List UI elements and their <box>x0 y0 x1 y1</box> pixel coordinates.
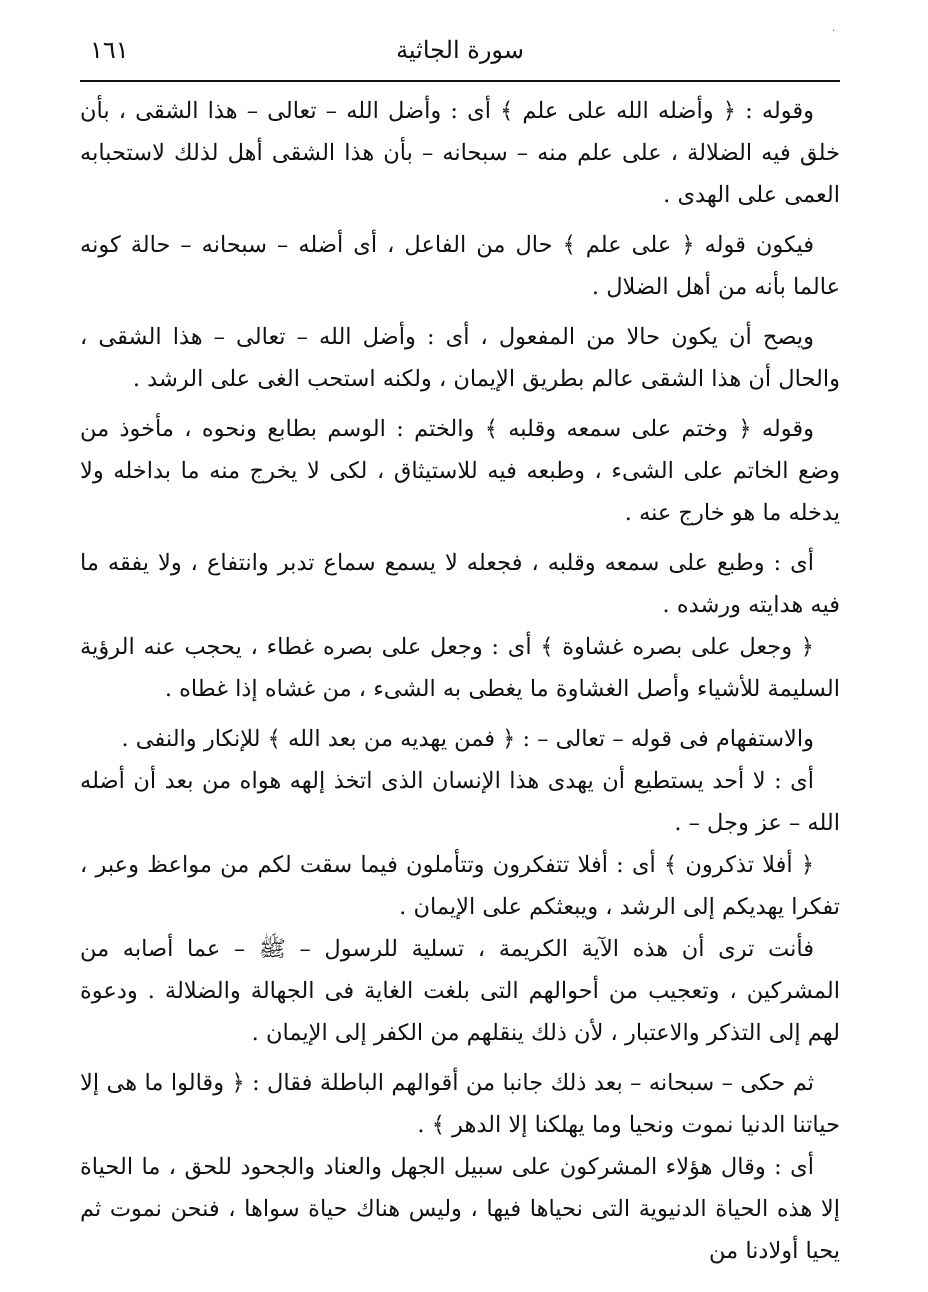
paragraph: وقوله : ﴿ وأضله الله على علم ﴾ أى : وأضل الله – تعالى – هذا الشقى ، بأن خلق فيه الضلالة ، على علم منه – سبحانه – بأن هذا الشقى أهل لذلك لاستحبابه العمى على الهدى . <box>80 98 840 208</box>
paragraph: أى : وطبع على سمعه وقلبه ، فجعله لا يسمع سماع تدبر وانتفاع ، ولا يفقه ما فيه هدايته ورشده . <box>80 550 840 618</box>
paragraph: ويصح أن يكون حالا من المفعول ، أى : وأضل الله – تعالى – هذا الشقى ، والحال أن هذا الشقى عالم بطريق الإيمان ، ولكنه استحب الغى على الرشد . <box>80 324 840 392</box>
paragraph: والاستفهام فى قوله – تعالى – : ﴿ فمن يهديه من بعد الله ﴾ للإنكار والنفى . <box>121 726 814 752</box>
paragraph: فأنت ترى أن هذه الآية الكريمة ، تسلية للرسول – ﷺ – عما أصابه من المشركين ، وتعجيب من أحوالهم التى بلغت الغاية فى الجهالة والضلالة . ودعوة لهم إلى التذكر والاعتبار ، لأن ذلك ينقلهم من الكفر إلى الإيمان . <box>80 936 840 1046</box>
body-text <box>80 90 840 1272</box>
paragraph: أى : وقال هؤلاء المشركون على سبيل الجهل والعناد والجحود للحق ، ما الحياة إلا هذه الحياة الدنيوية التى نحياها فيها ، وليس هناك حياة سواها ، فنحن نموت ثم يحيا أولادنا من <box>80 1154 840 1264</box>
surah-title: سورة الجاثية <box>396 36 524 64</box>
paragraph: ﴿ أفلا تذكرون ﴾ أى : أفلا تتفكرون وتتأملون فيما سقت لكم من مواعظ وعبر ، تفكرا يهديكم إلى الرشد ، ويبعثكم على الإيمان . <box>80 852 840 920</box>
paragraph: فيكون قوله ﴿ على علم ﴾ حال من الفاعل ، أى أضله – سبحانه – حالة كونه عالما بأنه من أهل الضلال . <box>80 232 840 300</box>
paragraph: أى : لا أحد يستطيع أن يهدى هذا الإنسان الذى اتخذ إلهه هواه من بعد أن أضله الله – عز وجل – . <box>80 768 840 836</box>
page-number: ١٦١ <box>90 36 129 64</box>
running-head <box>80 34 840 74</box>
header-rule <box>80 80 840 82</box>
paragraph: وقوله ﴿ وختم على سمعه وقلبه ﴾ والختم : الوسم بطابع ونحوه ، مأخوذ من وضع الخاتم على الشىء ، وطبعه فيه للاستيثاق ، لكى لا يخرج منه ما بداخله ولا يدخله ما هو خارج عنه . <box>80 416 840 526</box>
corner-mark: · <box>832 26 836 37</box>
paragraph: ثم حكى – سبحانه – بعد ذلك جانبا من أقوالهم الباطلة فقال : ﴿ وقالوا ما هى إلا حياتنا الدنيا نموت ونحيا وما يهلكنا إلا الدهر ﴾ . <box>80 1070 840 1138</box>
paragraph: ﴿ وجعل على بصره غشاوة ﴾ أى : وجعل على بصره غطاء ، يحجب عنه الرؤية السليمة للأشياء وأصل الغشاوة ما يغطى به الشىء ، من غشاه إذا غطاه . <box>80 634 840 702</box>
